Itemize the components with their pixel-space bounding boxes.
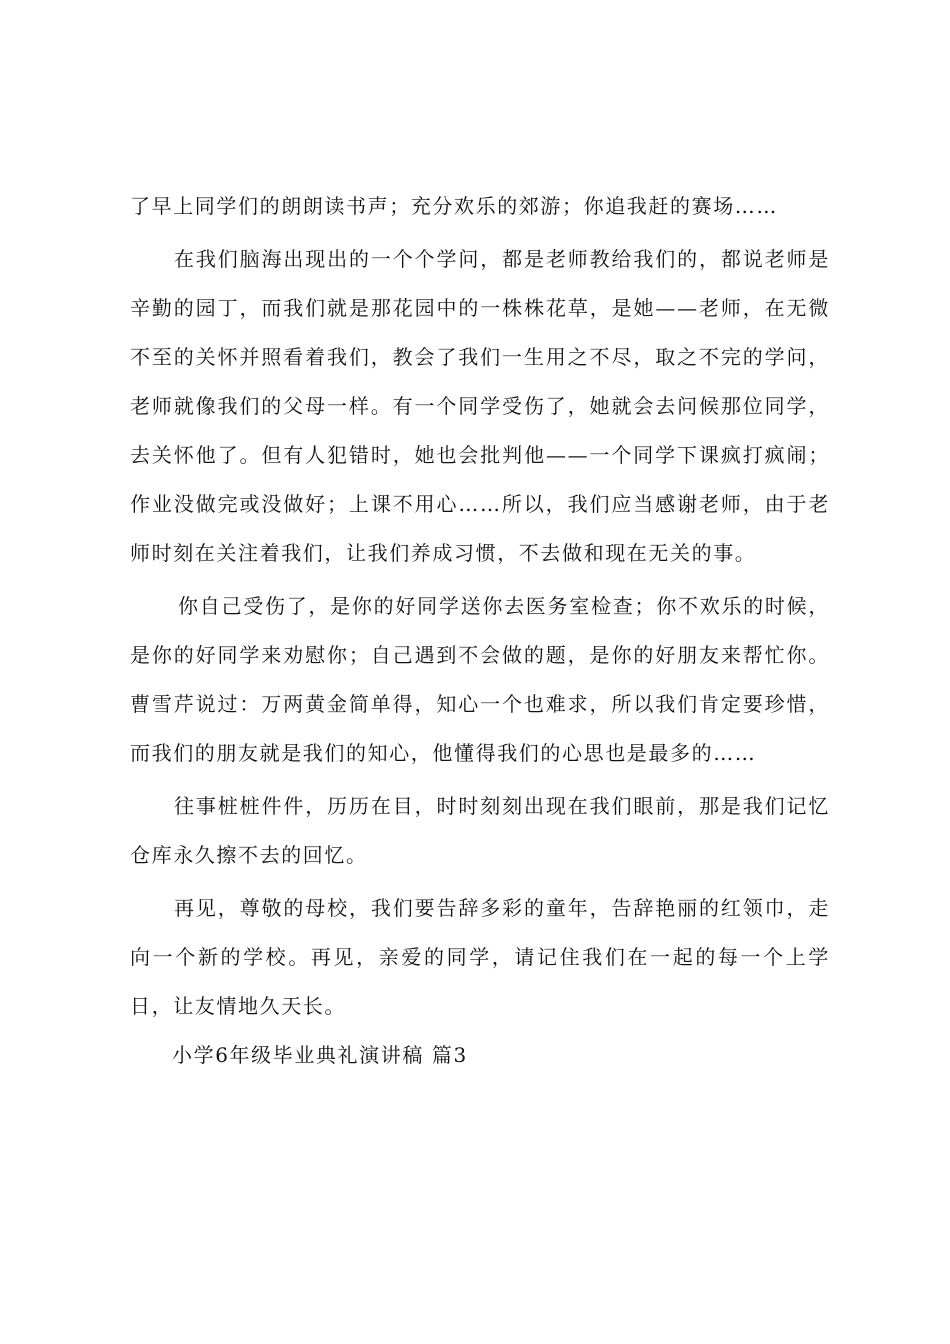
document-body	[130, 182, 830, 1080]
paragraph-farewell: 再见，尊敬的母校，我们要告辞多彩的童年，告辞艳丽的红领巾，走向一个新的学校。再见，亲爱的同学，请记住我们在一起的每一个上学日，让友情地久天长。	[130, 896, 830, 1018]
paragraph-teacher: 在我们脑海出现出的一个个学问，都是老师教给我们的，都说老师是辛勤的园丁，而我们就是那花园中的一株株花草，是她——老师，在无微不至的关怀并照看着我们，教会了我们一生用之不尽，取之不完的学问，老师就像我们的父母一样。有一个同学受伤了，她就会去问候那位同学，去关怀他了。但有人犯错时，她也会批判他——一个同学下课疯打疯闹；作业没做完或没做好；上课不用心……所以，我们应当感谢老师，由于老师时刻在关注着我们，让我们养成习惯，不去做和现在无关的事。	[130, 247, 830, 565]
section-heading: 小学6年级毕业典礼演讲稿 篇3	[172, 1043, 468, 1067]
paragraph-memories: 往事桩桩件件，历历在目，时时刻刻出现在我们眼前，那是我们记忆仓库永久擦不去的回忆。	[130, 794, 830, 867]
paragraph-friends: 你自己受伤了，是你的好同学送你去医务室检查；你不欢乐的时候，是你的好同学来劝慰你；自己遇到不会做的题，是你的好朋友来帮忙你。曹雪芹说过：万两黄金简单得，知心一个也难求，所以我们肯定要珍惜，而我们的朋友就是我们的知心，他懂得我们的心思也是最多的……	[130, 594, 830, 765]
paragraph-continuation: 了早上同学们的朗朗读书声；充分欢乐的郊游；你追我赶的赛场……	[130, 194, 778, 218]
